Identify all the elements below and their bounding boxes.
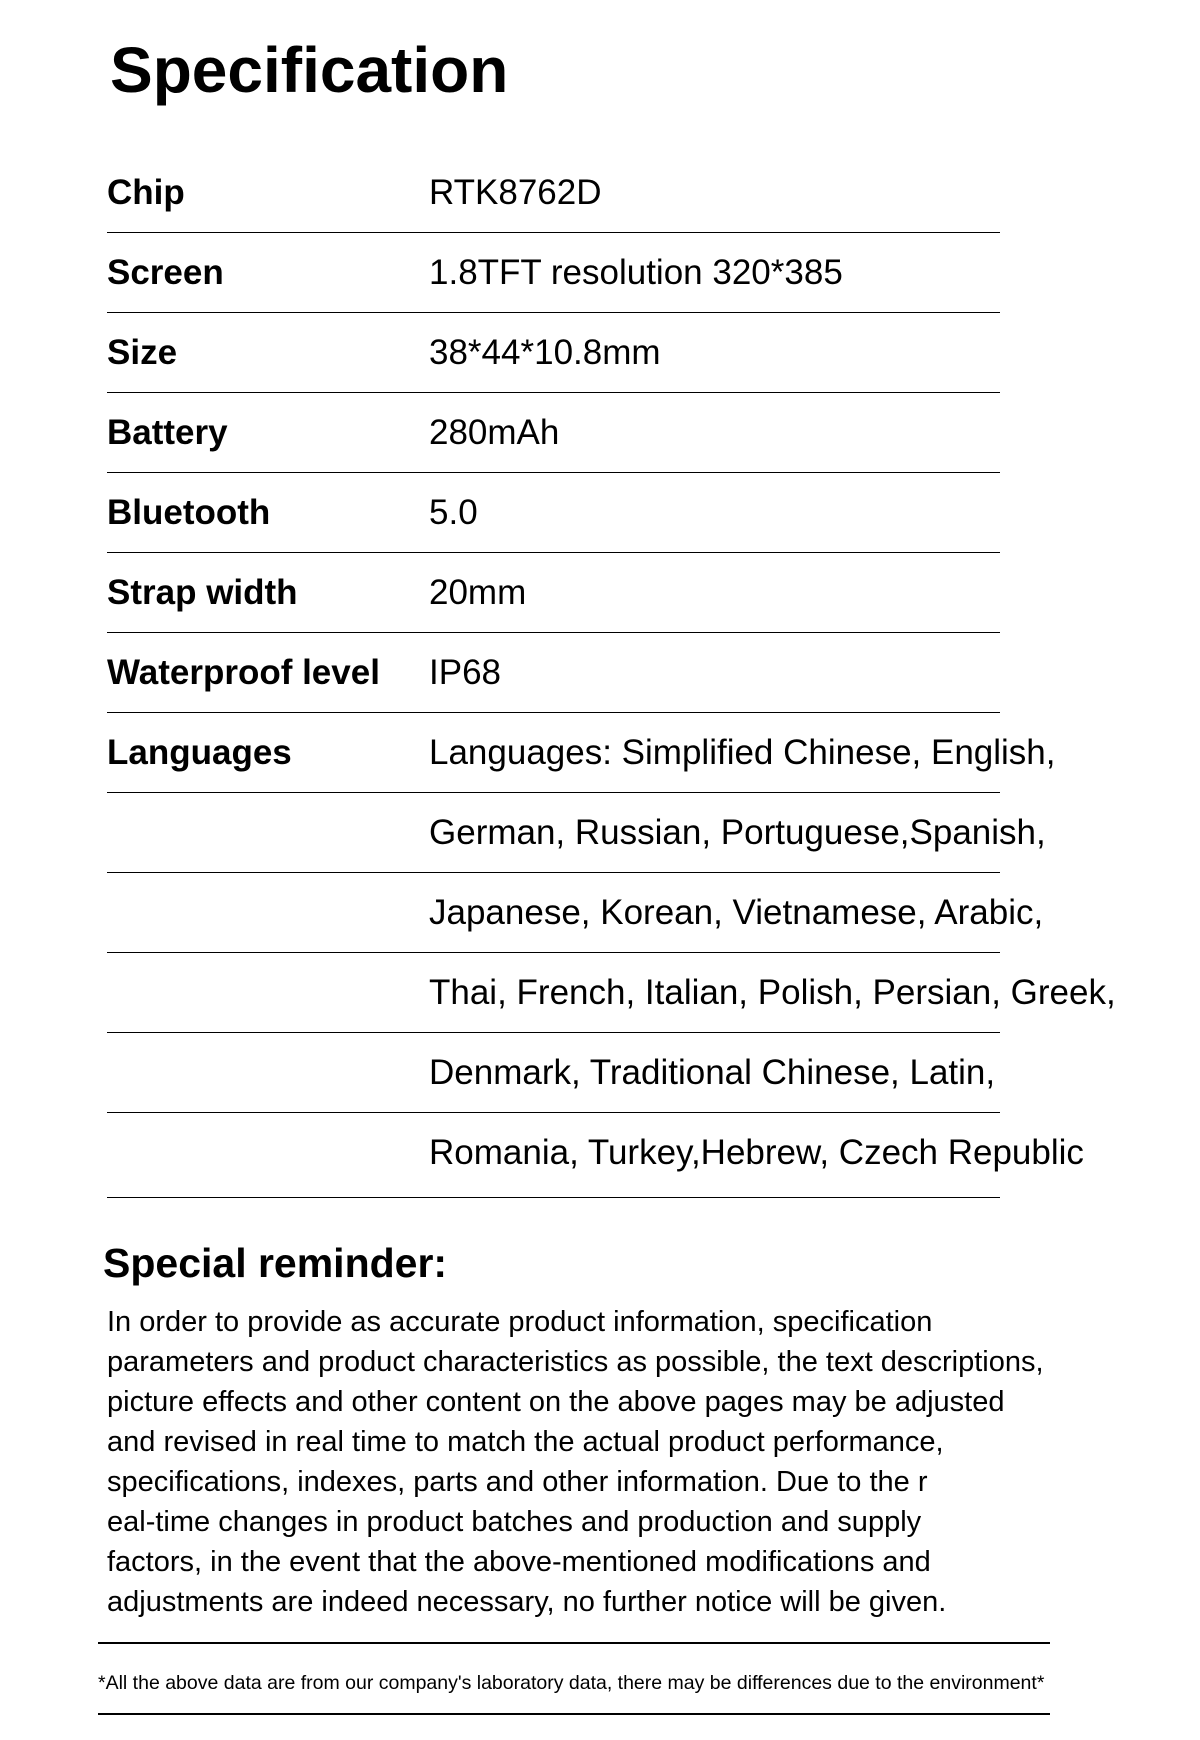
spec-label: Waterproof level (107, 653, 380, 692)
spec-value: RTK8762D (429, 173, 602, 212)
spec-row-bluetooth (107, 473, 1000, 553)
spec-value: Languages: Simplified Chinese, English, (429, 733, 1056, 772)
spec-value: IP68 (429, 653, 501, 692)
footnote-bottom-divider (98, 1713, 1050, 1715)
footnote-top-divider (98, 1642, 1050, 1644)
reminder-text-line: parameters and product characteristics as possible, the text descriptions, (107, 1346, 1044, 1378)
spec-row-strap-width (107, 553, 1000, 633)
spec-row-chip (107, 153, 1000, 233)
spec-value: Denmark, Traditional Chinese, Latin, (429, 1053, 996, 1092)
spec-label: Size (107, 333, 178, 372)
spec-label: Chip (107, 173, 185, 212)
reminder-text-line: In order to provide as accurate product information, specification (107, 1306, 933, 1338)
reminder-text-line: adjustments are indeed necessary, no further notice will be given. (107, 1586, 947, 1618)
spec-row-languages-continued (107, 1113, 1084, 1198)
spec-row-languages-continued (107, 953, 1116, 1033)
spec-value: 38*44*10.8mm (429, 333, 661, 372)
spec-row-size (107, 313, 1000, 393)
spec-label: Strap width (107, 573, 298, 612)
reminder-text-line: factors, in the event that the above-mentioned modifications and (107, 1546, 931, 1578)
spec-value: 1.8TFT resolution 320*385 (429, 253, 843, 292)
spec-row-waterproof-level (107, 633, 1000, 713)
spec-label: Bluetooth (107, 493, 271, 532)
spec-label: Battery (107, 413, 228, 452)
spec-row-languages (107, 713, 1056, 793)
spec-value: Thai, French, Italian, Polish, Persian, Greek, (429, 973, 1116, 1012)
spec-value: 280mAh (429, 413, 560, 452)
spec-label: Languages (107, 733, 292, 772)
reminder-text-line: and revised in real time to match the actual product performance, (107, 1426, 944, 1458)
spec-row-languages-continued (107, 873, 1044, 953)
spec-value: German, Russian, Portuguese,Spanish, (429, 813, 1046, 852)
reminder-title: Special reminder: (103, 1240, 448, 1286)
spec-value: Romania, Turkey,Hebrew, Czech Republic (429, 1133, 1084, 1172)
spec-label: Screen (107, 253, 224, 292)
reminder-text-line: picture effects and other content on the above pages may be adjusted (107, 1386, 1005, 1418)
spec-value: Japanese, Korean, Vietnamese, Arabic, (429, 893, 1044, 932)
spec-row-languages-continued (107, 1033, 1000, 1113)
spec-value: 5.0 (429, 493, 478, 532)
spec-row-languages-continued (107, 793, 1046, 873)
reminder-text-line: eal-time changes in product batches and production and supply (107, 1506, 922, 1538)
spec-row-battery (107, 393, 1000, 473)
lab-data-footnote: *All the above data are from our company's laboratory data, there may be differences due to the environment* (98, 1672, 1045, 1694)
reminder-text-line: specifications, indexes, parts and other information. Due to the r (107, 1466, 928, 1498)
spec-row-screen (107, 233, 1000, 313)
page-title: Specification (110, 34, 509, 106)
spec-value: 20mm (429, 573, 527, 612)
